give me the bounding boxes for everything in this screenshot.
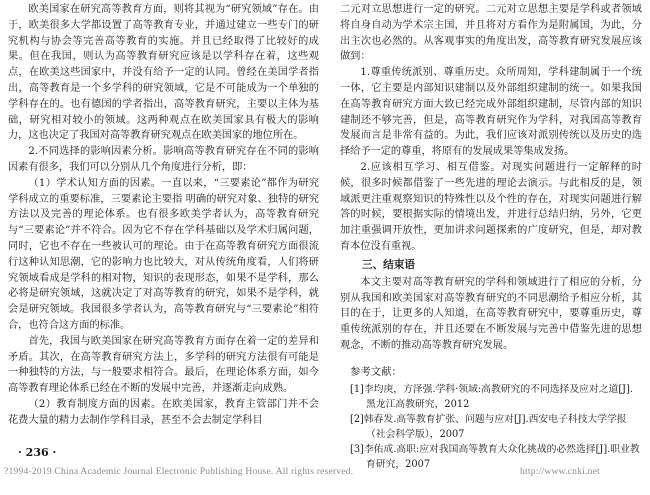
body-paragraph: 首先，我国与欧美国家在研究高等教育方面存在着一定的差异和矛盾。其次，在高等教育研究方法上，多学科的研究方法很有可能是一种独特的方法，与一般要求相符合。最后，在理论体系方面，如今高等教育理论体系已经在不断的发展中完善，并逐渐走向成熟。 xyxy=(8,335,319,395)
body-paragraph: 本文主要对高等教育研究的学科和领域进行了相应的分析，分别从我国和欧美国家对高等教育研究的不同思潮给予相应分析，其目的在于，让更多的人知道，在高等教育研究中，要尊重历史，尊重传统派别的存在，并且还要在不断发展与完善中借鉴先进的思想观念，不断的推动高等教育研究发展。 xyxy=(340,276,642,351)
body-paragraph: 2.应该相互学习、相互借鉴。对现实问题进行一定解释的时候，很多时候都借鉴了一些先进的理论去演示。与此相反的是，领域派更注重观察知识的特殊性以及个性的存在，对现实问题进行解答的时候，要根据实际的情境出发，并进行总结归纳，另外，它更加注重强调开放性，更加讲求问题探索的广度研究，但是，却对教育本位没有重视。 xyxy=(340,161,642,252)
site-url: http://www.cnki.net xyxy=(520,466,600,477)
references-title: 参考文献： xyxy=(350,365,402,378)
reference-item: [2]韩春发.高等教育扩张、问题与应对[J].西安电子科技大学学报（社会科学版），2007 xyxy=(350,413,627,440)
reference-item: [1]李均庚，方泽强.学科·领域:高教研究的不同选择及应对之道[J].黑龙江高教研究，2012 xyxy=(350,383,634,410)
body-paragraph: 2.不同选择的影响因素分析。影响高等教育研究存在不同的影响因素有很多，我们可以分别从几个角度进行分析，即： xyxy=(8,146,319,173)
body-paragraph: 1.尊重传统派别、尊重历史。众所周知，学科建制属于一个统一体，它主要是内部知识建制以及外部组织建制的统一。如果我国在高等教育研究方面大致已经完成外部组织建制，尽管内部的知识建制还不够完善，但是，高等教育研究作为学科，对我国高等教育发展而言是非常有益的。为此，我们应该对派别传统以及历史的选择给予一定的尊重，将原有的发展成果等集成发扬。 xyxy=(340,67,642,158)
body-paragraph: （2）教育制度方面的因素。在欧美国家，教育主管部门并不会花费大量的精力去制作学科目录，甚至不会去制定学科目 xyxy=(8,398,319,426)
copyright-text: ?1994-2019 China Academic Journal Electronic Publishing House. All rights reserved. xyxy=(4,466,354,477)
right-column xyxy=(340,2,642,472)
body-paragraph: 欧美国家在研究高等教育方面，则将其视为“研究领域”存在。由于，欧美很多大学都设置了高等教育专业，并通过建立一些专门的研究机构与协会等完善高等教育的实施。并且已经取得了比较好的成果。但在我国，则认为高等教育研究应该是以学科存在着，这些观点，在欧美这些国家中，并没有给予一定的认同。曾经在美国学者指出，高等教育是一个多学科的研究领域，它是不可能成为一个单独的学科存在的。也有德国的学者指出，高等教育研究，主要以主体为基础，研究相对较小的领域。这两种观点在欧美国家具有极大的影响力，这也决定了我国对高等教育研究观点在欧美国家的地位所在。 xyxy=(8,4,319,142)
left-column xyxy=(8,2,319,429)
section-heading: 三、结束语 xyxy=(362,258,415,271)
body-paragraph: 二元对立思想进行一定的研究。二元对立思想主要是学科或者领域将自身自动为学术宗主国，并且将对方看作为是附属国，为此，分出主次也必然的。从客观事实的角度出发，高等教育研究发展应该做到： xyxy=(340,4,642,63)
body-paragraph: （1）学术认知方面的因素。一直以来，“三要素论”都作为研究学科成立的重要标准，三要素论主要指 明确的研究对象、独特的研究方法以及完善的理论体系。也有很多欧美学者认为，高等教育研究与“三要素论”并不符合。因为它不存在学科基础以及学术归属问题，同时，它也不存在一些被认可的理论。由于在高等教育研究方面很流行这种认知思潮，它的影响力也比较大，对从传统角度看，人们将研究领域看成是学科的相对物，知识的表现形态，如果不是学科，那么必将是研究领域，这就决定了对高等教育的研究，如果不是学科，就会是研究领域。我国很多学者认为，高等教育研究与“三要素论”相符合，也符合这方面的标准。 xyxy=(8,177,319,331)
page-number: · 236 · xyxy=(18,446,57,459)
reference-item: [3]李佑成.高职:应对我国高等教育大众化挑战的必然选择[J].职业教育研究，2007 xyxy=(350,443,640,470)
